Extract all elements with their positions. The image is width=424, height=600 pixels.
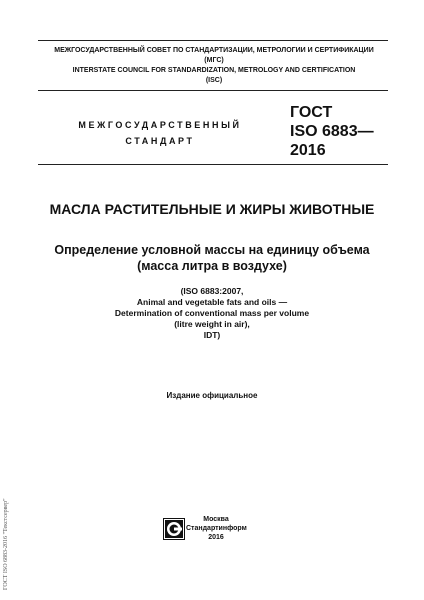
standard-type-line2: СТАНДАРТ [125, 136, 195, 146]
designation-line1: ГОСТ [290, 104, 333, 121]
publisher-year: 2016 [208, 534, 224, 541]
designation-line2: ISO 6883— [290, 123, 374, 140]
top-rule [38, 40, 388, 41]
standartinform-logo-icon [163, 518, 185, 540]
standard-type-line1: МЕЖГОСУДАРСТВЕННЫЙ [78, 120, 242, 130]
document-title: МАСЛА РАСТИТЕЛЬНЫЕ И ЖИРЫ ЖИВОТНЫЕ [49, 201, 375, 217]
council-rule [38, 90, 388, 91]
iso-line2: Animal and vegetable fats and oils — [136, 297, 288, 307]
edition-label: Издание официальное [166, 391, 258, 400]
council-abbr-en: (ISC) [205, 77, 223, 84]
iso-line4: (litre weight in air), [174, 319, 250, 329]
publisher-imprint [186, 515, 246, 542]
subtitle-line2: (масса литра в воздухе) [137, 259, 287, 273]
council-header [40, 46, 388, 86]
iso-reference [20, 286, 404, 341]
council-abbr-ru: (МГС) [204, 57, 224, 64]
watermark-text: ГОСТ ISO 6883-2016 "Текстсервер" [3, 498, 9, 590]
publisher-name: Стандартинформ [186, 525, 247, 532]
standard-designation [290, 103, 400, 160]
side-watermark [3, 498, 15, 590]
publisher-city: Москва [203, 516, 229, 523]
iso-line3: Determination of conventional mass per volume [114, 308, 310, 318]
iso-line1: (ISO 6883:2007, [180, 286, 244, 296]
council-name-ru: МЕЖГОСУДАРСТВЕННЫЙ СОВЕТ ПО СТАНДАРТИЗАЦИИ, МЕТРОЛОГИИ И СЕРТИФИКАЦИИ [54, 47, 374, 54]
subtitle-line1: Определение условной массы на единицу объема [54, 243, 370, 257]
council-name-en: INTERSTATE COUNCIL FOR STANDARDIZATION, METROLOGY AND CERTIFICATION [72, 67, 356, 74]
designation-line3: 2016 [290, 142, 326, 159]
document-subtitle [20, 242, 404, 274]
standard-type [40, 117, 280, 149]
designation-rule [38, 164, 388, 165]
iso-line5: IDT) [203, 330, 221, 340]
